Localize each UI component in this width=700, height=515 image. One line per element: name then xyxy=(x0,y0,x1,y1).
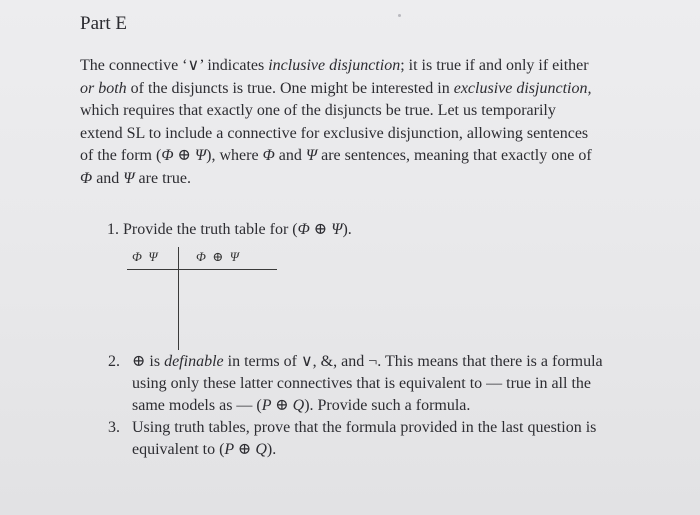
question-1 xyxy=(107,219,352,241)
text-span: are sentences, meaning that exactly one of xyxy=(317,147,592,165)
emphasis-inclusive: inclusive disjunction xyxy=(268,57,401,74)
intro-line-3: which requires that exactly one of the disjuncts be true. Let us temporarily xyxy=(80,102,556,120)
question-text: Provide the truth table for ( xyxy=(123,221,298,238)
text-span: and xyxy=(274,147,306,165)
question-2 xyxy=(108,351,678,417)
text-span: of the form ( xyxy=(80,147,162,165)
text-span: The connective ‘∨’ indicates xyxy=(80,57,269,74)
text-span: ). xyxy=(266,441,277,458)
question-3-line-1: Using truth tables, prove that the formula provided in the last question is xyxy=(132,419,597,436)
text-span: equivalent to ( xyxy=(132,441,225,458)
truth-table-horizontal-rule xyxy=(127,269,277,270)
math-symbol: Φ xyxy=(80,169,93,187)
truth-table-output-header: Φ ⊕ Ψ xyxy=(196,249,239,264)
question-2-text xyxy=(132,351,603,417)
intro-line-1 xyxy=(80,55,688,78)
emphasis-definable: definable xyxy=(164,353,224,370)
emphasis-or-both: or both xyxy=(80,79,127,97)
question-number: 3. xyxy=(108,419,120,436)
question-3 xyxy=(108,417,678,461)
math-expression: P ⊕ Q xyxy=(261,397,305,414)
text-span: ⊕ is xyxy=(132,353,165,370)
truth-table-vertical-rule xyxy=(178,247,179,350)
math-expression: Φ ⊕ Ψ xyxy=(161,147,207,165)
question-2-line-3 xyxy=(132,395,603,417)
section-title: Part E xyxy=(80,13,127,34)
text-span: of the disjuncts is true. One might be interested in xyxy=(126,79,454,97)
question-number: 1. xyxy=(107,221,119,238)
intro-paragraph xyxy=(80,55,688,191)
math-symbol: Ψ xyxy=(305,147,318,165)
question-number: 2. xyxy=(108,353,120,370)
text-span: same models as — ( xyxy=(132,397,262,414)
speck xyxy=(398,14,401,17)
question-2-line-1 xyxy=(132,351,603,373)
question-3-text xyxy=(132,417,596,461)
intro-line-4: extend SL to include a connective for exclusive disjunction, allowing sentences xyxy=(80,124,589,142)
truth-table-input-header: Φ Ψ xyxy=(132,249,158,264)
text-span: ), where xyxy=(206,147,263,165)
math-expression: P ⊕ Q xyxy=(224,441,267,458)
text-span: ). Provide such a formula. xyxy=(304,397,471,414)
text-span: in terms of ∨, &, and ¬. This means that there is a formula xyxy=(223,353,603,370)
question-list xyxy=(108,351,678,461)
question-2-line-2: using only these latter connectives that is equivalent to — true in all the xyxy=(132,375,591,392)
math-symbol: Ψ xyxy=(123,169,135,187)
emphasis-exclusive: exclusive disjunction, xyxy=(453,79,592,97)
intro-line-2 xyxy=(80,78,688,101)
intro-line-5 xyxy=(80,145,688,168)
text-span: are true. xyxy=(134,169,191,187)
question-3-line-2 xyxy=(132,439,596,461)
text-span: ; it is true if and only if either xyxy=(400,57,589,74)
question-text: ). xyxy=(342,221,352,238)
math-symbol: Φ xyxy=(262,147,275,165)
text-span: and xyxy=(92,169,124,187)
math-expression: Φ ⊕ Ψ xyxy=(297,221,343,238)
intro-line-6 xyxy=(80,168,688,191)
